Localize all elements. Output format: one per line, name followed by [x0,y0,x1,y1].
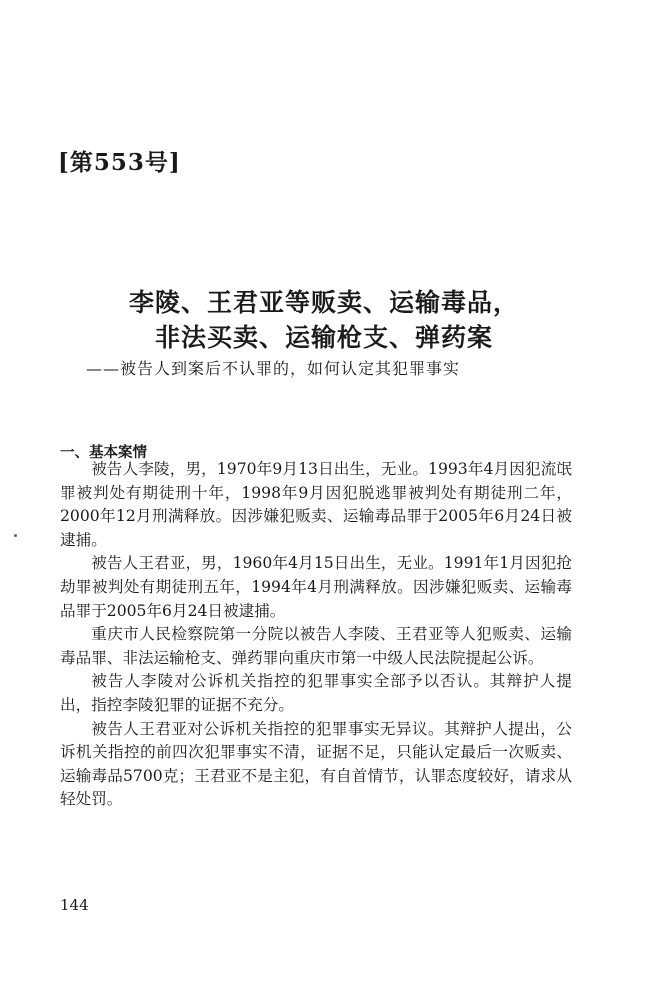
page-number: 144 [60,896,89,914]
paragraph-defendant-wang: 被告人王君亚，男，1960年4月15日出生，无业。1991年1月因犯抢劫罪被判处有期徒刑五年，1994年4月刑满释放。因涉嫌犯贩卖、运输毒品罪于2005年6月24日被逮捕。 [60,554,572,620]
section-heading: 一、基本案情 [60,445,147,461]
case-title-line-2: 非法买卖、运输枪支、弹药案 [154,323,493,352]
case-title-line-1: 李陵、王君亚等贩卖、运输毒品， [128,288,519,317]
paragraph-li-defense: 被告人李陵对公诉机关指控的犯罪事实全部予以否认。其辩护人提出，指控李陵犯罪的证据不充分。 [60,672,572,714]
case-subtitle: ——被告人到案后不认罪的，如何认定其犯罪事实 [86,359,461,378]
body-text [60,458,572,812]
paragraph-defendant-li: 被告人李陵，男，1970年9月13日出生，无业。1993年4月因犯流氓罪被判处有期徒刑十年，1998年9月因犯脱逃罪被判处有期徒刑二年，2000年12月刑满释放。因涉嫌犯贩卖、运输毒品罪于2005年6月24日被逮捕。 [60,460,572,549]
paragraph-prosecution: 重庆市人民检察院第一分院以被告人李陵、王君亚等人犯贩卖、运输毒品罪、非法运输枪支、弹药罪向重庆市第一中级人民法院提起公诉。 [60,625,572,667]
scan-artifact-dot [14,534,17,537]
paragraph-wang-defense: 被告人王君亚对公诉机关指控的犯罪事实无异议。其辩护人提出，公诉机关指控的前四次犯罪事实不清，证据不足，只能认定最后一次贩卖、运输毒品5700克；王君亚不是主犯，有自首情节，认罪态度较好，请求从轻处罚。 [60,719,572,809]
case-number: [第553号] [58,149,181,176]
